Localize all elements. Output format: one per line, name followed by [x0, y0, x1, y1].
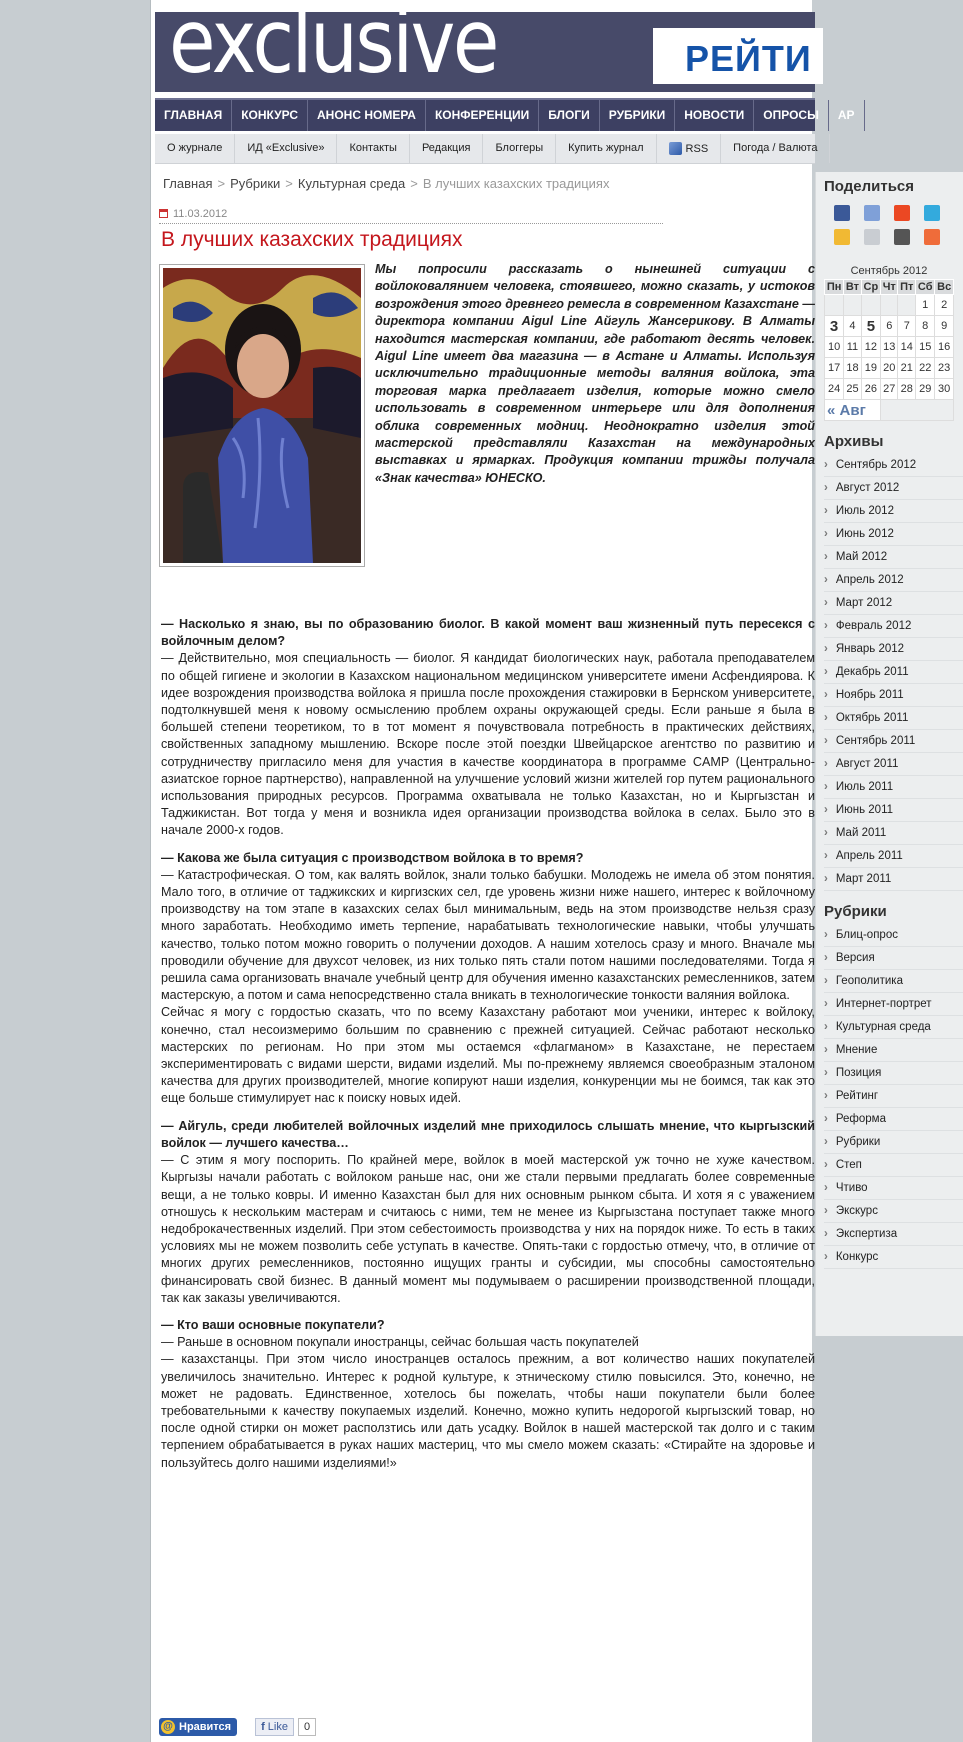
- interview-answer: — Раньше в основном покупали иностранцы, сейчас большая часть покупателей: [161, 1335, 639, 1350]
- myworld-icon[interactable]: [864, 205, 880, 221]
- calendar-day: 7: [898, 316, 916, 337]
- article-lead: [161, 261, 815, 569]
- archive-link[interactable]: › Апрель 2011: [824, 845, 963, 868]
- calendar-widget: [824, 265, 954, 421]
- header-banner[interactable]: [653, 28, 823, 84]
- share-title: Поделиться: [824, 178, 915, 195]
- rubric-link[interactable]: › Позиция: [824, 1062, 963, 1085]
- calendar-weekday: Чт: [881, 280, 898, 295]
- calendar-day: 18: [844, 358, 862, 379]
- interview-answer: — Катастрофическая. О том, как валять войлок, знали только бабушки. Молодежь не имела об этом понятия. Мало того, в отличие от таджикских и киргизских сел, где уровень жизни ниже нашего, интерес к войлочному производству на том этапе в казахских селах был минимальным, ведь на этом производстве нельзя сразу много заработать. Необходимо иметь терпение, нарабатывать технологические навыки, чтобы улучшать качество, только потом можно говорить о получении доходов. А нашим хотелось сразу и много. Вначале мы проводили обучение для двухсот человек, из них только пять стали потом нашими последователями. Тогда я решила сама организовать вначале учебный центр для обучения именно казахстанских ремесленников, затем мастерскую, а потом и сама непосредственно стала вникать в технологические тонкости валяния войлока.: [161, 867, 815, 1003]
- site-logo[interactable]: exclusive: [169, 0, 497, 93]
- nav-item-blogs[interactable]: БЛОГИ: [539, 100, 600, 131]
- calendar-day: 15: [916, 337, 935, 358]
- calendar-day: 27: [881, 379, 898, 400]
- calendar-day: 20: [881, 358, 898, 379]
- calendar-day[interactable]: 3: [825, 316, 844, 337]
- archive-link[interactable]: › Декабрь 2011: [824, 661, 963, 684]
- calendar-day[interactable]: 5: [861, 316, 880, 337]
- calendar-empty-cell: [898, 295, 916, 316]
- calendar-week: [825, 379, 954, 400]
- breadcrumb-separator: >: [285, 176, 293, 191]
- calendar-day: 10: [825, 337, 844, 358]
- breadcrumb-separator: >: [217, 176, 226, 191]
- interview-answer: — С этим я могу поспорить. По крайней мере, войлок в моей мастерской уж точно не хуже качеством. Кыргызы начали работать с войлоком раньше нас, они же стали первыми предлагать более современные вещи, а не только ковры. И именно Казахстан был для них основным рынком сбыта. И хотя я с уважением отношусь к нескольким мастерам и считаюсь с ними, тем не менее из Кыргызстана поступает также много недоброкачественных изделий. При этом себестоимость производства у них на порядок ниже. То есть в таких условиях мы не можем позволить себе уступать в качестве. Опять-таки с гордостью отмечу, что, в отличие от многих других ремесленников, постоянно ищущих гранты и субсидии, мы способны самостоятельно финансировать свой бизнес. В данный момент мы подумываем о расширении производственной площади, так как заказы увеличиваются.: [161, 1153, 815, 1305]
- archive-link[interactable]: › Ноябрь 2011: [824, 684, 963, 707]
- calendar-empty-cell: [825, 295, 844, 316]
- archive-link[interactable]: › Март 2012: [824, 592, 963, 615]
- email-icon[interactable]: [864, 229, 880, 245]
- calendar-caption: Сентябрь 2012: [850, 265, 928, 277]
- calendar-days: [825, 295, 954, 400]
- share-icons: [834, 205, 963, 245]
- favorite-star-icon[interactable]: [834, 229, 850, 245]
- nav-item-rubrics[interactable]: РУБРИКИ: [600, 100, 676, 131]
- sidebar: [815, 172, 963, 1336]
- calendar-weekdays: [825, 280, 954, 295]
- archive-link[interactable]: › Июль 2012: [824, 500, 963, 523]
- archive-link[interactable]: › Сентябрь 2012: [824, 454, 963, 477]
- calendar-day: 29: [916, 379, 935, 400]
- breadcrumb-rubrics[interactable]: Рубрики: [230, 176, 281, 191]
- archives-list: [824, 454, 963, 891]
- facebook-like: [255, 1718, 316, 1736]
- calendar-table: [824, 279, 954, 421]
- nav-item-home[interactable]: ГЛАВНАЯ: [155, 100, 232, 131]
- calendar-day: 21: [898, 358, 916, 379]
- rubric-link[interactable]: › Интернет-портрет: [824, 993, 963, 1016]
- calendar-day: 23: [935, 358, 954, 379]
- calendar-weekday: Сб: [916, 280, 935, 295]
- calendar-weekday: Вт: [844, 280, 862, 295]
- calendar-day: 24: [825, 379, 844, 400]
- breadcrumb-separator: >: [410, 176, 418, 191]
- archive-link[interactable]: › Март 2011: [824, 868, 963, 891]
- calendar-empty-cell: [861, 295, 880, 316]
- interview-answer: — Действительно, моя специальность — биолог. Я кандидат биологических наук, работала преподавателем по общей гигиене и экологии в Казахском национальном медицинском университете имени Асфендиярова. К идее возрождения производства войлока я пришла после прохождения стажировки в Бернском университете, подтолкнувшей меня к новому осмыслению проблем охраны окружающей среды. Если раньше я была в большей степени теоретиком, то в тот момент я почувствовала потребность в практических действиях, свойственных западному мышлению. Вскоре после этой поездки Швейцарское агентство по развитию и сотрудничеству пригласило меня для участия в качестве координатора в программе CAMP (Центрально-азиатское горное партнерство), направленной на улучшение условий жизни жителей гор путем рационального использования природных ресурсов. Программа охватывала не только Казахстан, но и Кыргызстан и Таджикистан. Вот тогда у меня и возникла идея организации производства войлока в селах. Было это в начале 2000-х годов.: [161, 651, 815, 838]
- rubric-link[interactable]: › Культурная среда: [824, 1016, 963, 1039]
- calendar-day: 30: [935, 379, 954, 400]
- archive-link[interactable]: › Январь 2012: [824, 638, 963, 661]
- subnav-contacts[interactable]: Контакты: [337, 134, 410, 163]
- calendar-empty-cell: [844, 295, 862, 316]
- interview-question: — Кто ваши основные покупатели?: [161, 1317, 385, 1332]
- rubric-link[interactable]: › Блиц-опрос: [824, 924, 963, 947]
- calendar-day: 16: [935, 337, 954, 358]
- breadcrumb-category[interactable]: Культурная среда: [297, 176, 406, 191]
- archive-link[interactable]: › Июль 2011: [824, 776, 963, 799]
- calendar-week: [825, 316, 954, 337]
- archive-link[interactable]: › Июнь 2011: [824, 799, 963, 822]
- rubric-link[interactable]: › Рейтинг: [824, 1085, 963, 1108]
- nav-item-polls[interactable]: ОПРОСЫ: [754, 100, 829, 131]
- lead-text: Мы попросили рассказать о нынешней ситуации с войлоковалянием человека, стоявшего, можно сказать, у истоков возрождения этого древнего ремесла в современном Казахстане — директора компании Aigul Line Айгуль Жансерикову. В Алматы находится мастерская компании, где работают десять человек. Aigul Line имеет два магазина — в Астане и Алматы. Используя исключительно традиционные методы валяния войлока, эта торговая марка предлагает изделия, которые можно смело использовать в современном интерьере или для дополнения облика современных модниц. Неоднократно изделия этой мастерской представляли Казахстан на международных выставках и ярмарках. Продукция компании трижды получала «Знак качества» ЮНЕСКО.: [375, 262, 815, 485]
- main-nav: [155, 98, 855, 131]
- archive-link[interactable]: › Сентябрь 2011: [824, 730, 963, 753]
- rubric-link[interactable]: › Реформа: [824, 1108, 963, 1131]
- calendar-day: 1: [916, 295, 935, 316]
- rss-icon: [669, 142, 682, 155]
- calendar-day: 9: [935, 316, 954, 337]
- nav-item-contest[interactable]: КОНКУРС: [232, 100, 308, 131]
- calendar-day: 17: [825, 358, 844, 379]
- interview-answer: Сейчас я могу с гордостью сказать, что по всему Казахстану работают мои ученики, интерес к войлоку, конечно, стал несоизмеримо большим по сравнению с прежней ситуацией. Сейчас работают несколько мастерских по регионам. Но при этом мы остаемся «флагманом» в Казахстане, не перестаем экспериментировать с видами шерсти, видами изделий. Мы по-прежнему являемся своеобразным эталоном качества для других производителей, многие копируют наши изделия, конкуренции мы не боимся, так как это еще больше стимулирует нас к поиску новых идей.: [161, 1005, 815, 1106]
- social-buttons: [159, 1718, 316, 1736]
- facebook-icon[interactable]: [834, 205, 850, 221]
- archive-link[interactable]: › Август 2011: [824, 753, 963, 776]
- breadcrumb-current: В лучших казахских традициях: [422, 176, 610, 191]
- rss-label: RSS: [685, 142, 709, 155]
- rubric-link[interactable]: › Версия: [824, 947, 963, 970]
- calendar-day: 8: [916, 316, 935, 337]
- subnav-weather-currency[interactable]: Погода / Валюта: [721, 134, 830, 163]
- archive-link[interactable]: › Май 2011: [824, 822, 963, 845]
- interview-question: — Насколько я знаю, вы по образованию биолог. В какой момент ваш жизненный путь пересекся с войлочным делом?: [161, 617, 815, 649]
- breadcrumb-home[interactable]: Главная: [163, 176, 213, 191]
- twitter-icon[interactable]: [924, 205, 940, 221]
- calendar-day: 13: [881, 337, 898, 358]
- archive-link[interactable]: › Май 2012: [824, 546, 963, 569]
- interview-answer: — казахстанцы. При этом число иностранцев осталось прежним, а вот количество наших покупателей увеличилось значительно. Интерес к родной культуре, к этническому стилю повысился. Это, конечно, не может не радовать. Единственное, хотелось бы пожелать, чтобы наши покупатели были более требовательными к качеству покупаемых изделий. Конечно, можно купить недорогой кыргызский товар, но после одной стирки он может расползтись или дать усадку. Войлок в нашей мастерской так долго и с таким терпением обрабатывается в руках наших мастериц, что мы смело можем сказать: «Стирайте на здоровье и пользуйтесь долго нашими изделиями!»: [161, 1352, 815, 1470]
- calendar-day: 28: [898, 379, 916, 400]
- breadcrumb: [163, 176, 609, 191]
- rubric-link[interactable]: › Рубрики: [824, 1131, 963, 1154]
- stumbleupon-icon[interactable]: [894, 205, 910, 221]
- calendar-empty-cell: [881, 295, 898, 316]
- banner-text: РЕЙТИ: [685, 38, 812, 79]
- calendar-day: 2: [935, 295, 954, 316]
- calendar-week: [825, 295, 954, 316]
- nav-item-archive[interactable]: АР: [829, 100, 865, 131]
- site-header: [155, 0, 815, 93]
- archive-link[interactable]: › Февраль 2012: [824, 615, 963, 638]
- calendar-weekday: Вс: [935, 280, 954, 295]
- calendar-day: 26: [861, 379, 880, 400]
- calendar-day: 6: [881, 316, 898, 337]
- subnav-about[interactable]: О журнале: [155, 134, 235, 163]
- interview-question: — Айгуль, среди любителей войлочных изделий мне приходилось слышать мнение, что кыргызский войлок — лучшего качества…: [161, 1118, 815, 1150]
- rubric-link[interactable]: › Чтиво: [824, 1177, 963, 1200]
- calendar-weekday: Ср: [861, 280, 880, 295]
- rubric-link[interactable]: › Экспертиза: [824, 1223, 963, 1246]
- subnav-rss[interactable]: [657, 134, 722, 163]
- photo-spacer: [161, 261, 375, 569]
- calendar-icon: [159, 209, 168, 218]
- page: [150, 0, 952, 1742]
- rubrics-title: Рубрики: [824, 903, 887, 920]
- calendar-day: 22: [916, 358, 935, 379]
- interview-question: — Какова же была ситуация с производством войлока в то время?: [161, 850, 584, 865]
- rubric-link[interactable]: › Мнение: [824, 1039, 963, 1062]
- nav-item-news[interactable]: НОВОСТИ: [675, 100, 754, 131]
- calendar-day: 11: [844, 337, 862, 358]
- archive-link[interactable]: › Октябрь 2011: [824, 707, 963, 730]
- subnav-buy-magazine[interactable]: Купить журнал: [556, 134, 656, 163]
- rubric-link[interactable]: › Конкурс: [824, 1246, 963, 1269]
- like-button[interactable]: [159, 1718, 237, 1736]
- rubric-link[interactable]: › Экскурс: [824, 1200, 963, 1223]
- calendar-weekday: Пт: [898, 280, 916, 295]
- calendar-day: 25: [844, 379, 862, 400]
- subnav-editorial[interactable]: Редакция: [410, 134, 483, 163]
- archive-link[interactable]: › Август 2012: [824, 477, 963, 500]
- archive-link[interactable]: › Июнь 2012: [824, 523, 963, 546]
- calendar-day: 12: [861, 337, 880, 358]
- calendar-week: [825, 337, 954, 358]
- facebook-like-button[interactable]: [255, 1718, 294, 1736]
- rubric-link[interactable]: › Геополитика: [824, 970, 963, 993]
- calendar-weekday: Пн: [825, 280, 844, 295]
- rubric-link[interactable]: › Степ: [824, 1154, 963, 1177]
- facebook-icon: f: [261, 1721, 265, 1733]
- article-date: 11.03.2012: [173, 207, 228, 220]
- calendar-next-empty: [881, 400, 954, 421]
- calendar-prev-month[interactable]: « Авг: [825, 400, 881, 421]
- print-icon[interactable]: [894, 229, 910, 245]
- more-plus-icon[interactable]: [924, 229, 940, 245]
- facebook-like-count: 0: [298, 1718, 316, 1736]
- article-date-row: [159, 204, 663, 224]
- facebook-like-label: Like: [267, 1721, 288, 1733]
- sub-nav: [155, 134, 818, 164]
- rubrics-list: [824, 924, 963, 1269]
- calendar-day: 19: [861, 358, 880, 379]
- subnav-publisher[interactable]: ИД «Exclusive»: [235, 134, 337, 163]
- calendar-week: [825, 358, 954, 379]
- calendar-day: 14: [898, 337, 916, 358]
- calendar-day: 4: [844, 316, 862, 337]
- nav-item-conferences[interactable]: КОНФЕРЕНЦИИ: [426, 100, 539, 131]
- archive-link[interactable]: › Апрель 2012: [824, 569, 963, 592]
- subnav-bloggers[interactable]: Блоггеры: [483, 134, 556, 163]
- archives-title: Архивы: [824, 433, 884, 450]
- nav-item-issue-preview[interactable]: АНОНС НОМЕРА: [308, 100, 426, 131]
- like-label: Нравится: [179, 1721, 232, 1733]
- article-body: [161, 606, 815, 1472]
- mail-ru-icon: @: [161, 1720, 175, 1734]
- article-title: В лучших казахских традициях: [161, 228, 463, 251]
